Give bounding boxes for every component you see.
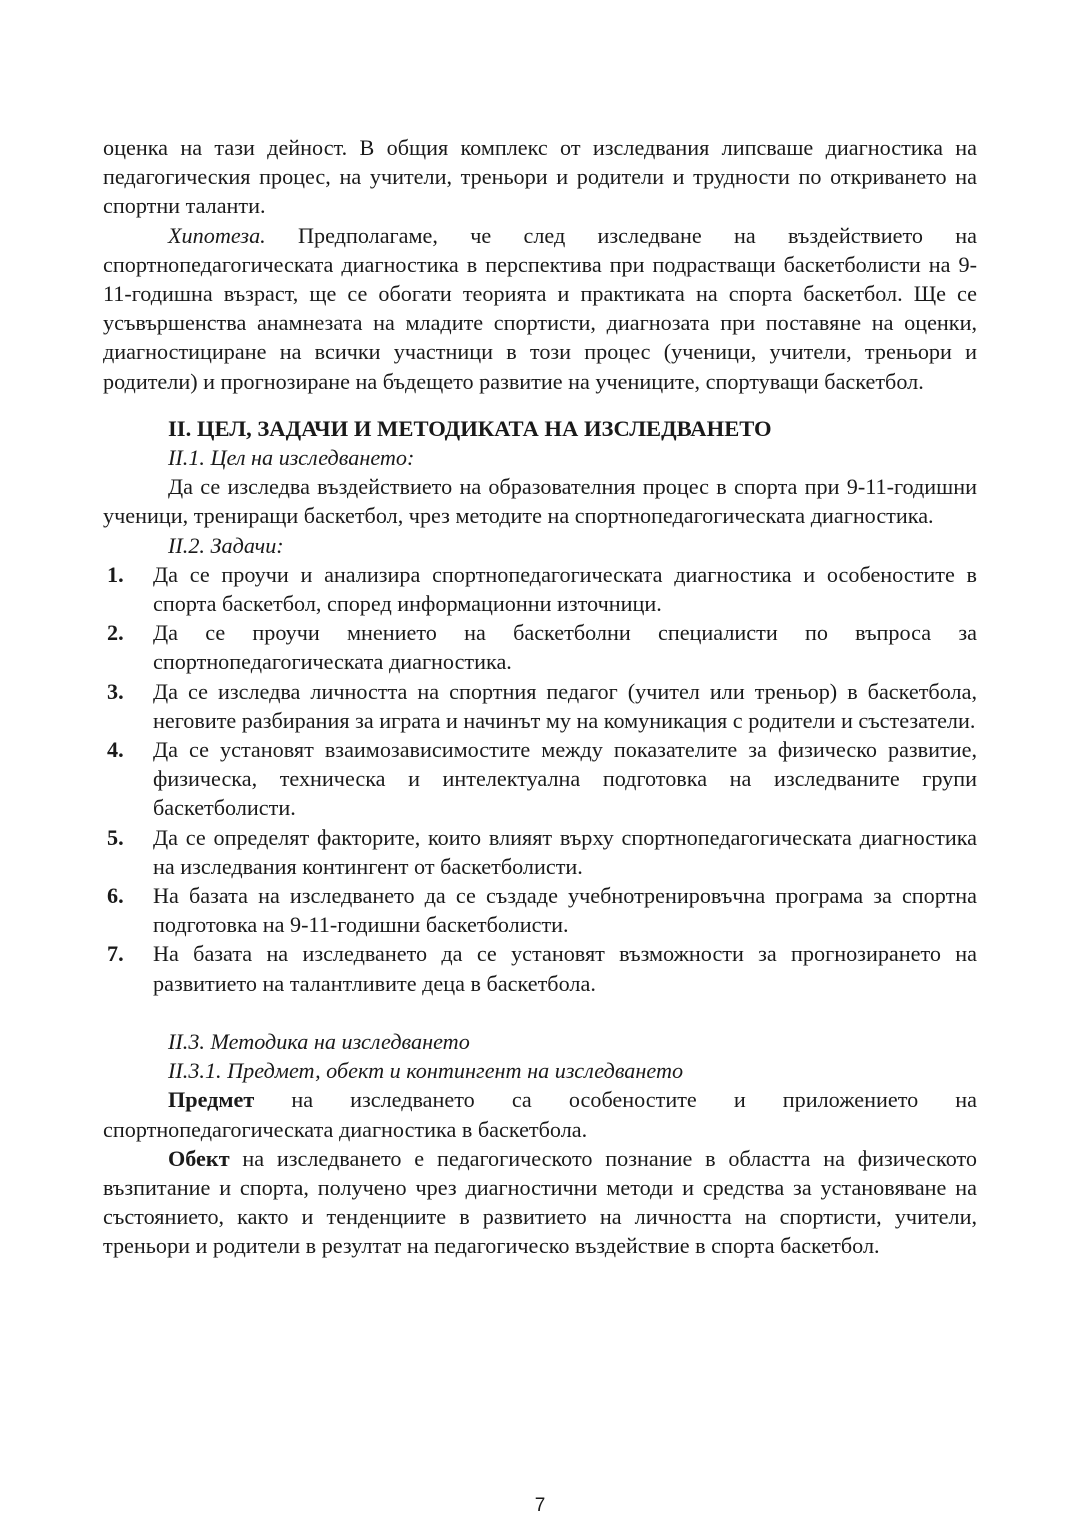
tasks-heading: II.2. Задачи: xyxy=(168,532,284,558)
object-paragraph xyxy=(103,1144,977,1261)
list-item-text: Да се изследва личността на спортния педагог (учител или треньор) в баскетбола, неговите разбирания за играта и начинът му на комуникация с родители и състезатели. xyxy=(153,678,977,733)
hypothesis-text: Предполагаме, че след изследване на въздействието на спортнопедагогическата диагностика в перспектива при подрастващи баскетболисти на 9-11-годишна възраст, ще се обогати теорията и практиката на спорта баскетбол. Ще се усъвършенства анамнезата на младите спортисти, диагнозата при поставяне на оценки, диагностициране на всички участници в този процес (ученици, учители, треньори и родители) и прогнозиране на бъдещето развитие на учениците, спортуващи баскетбол. xyxy=(103,222,977,394)
list-item-number: 2. xyxy=(107,620,124,646)
list-item-text: Да се проучи мнението на баскетболни специалисти по въпроса за спортнопедагогическата диагностика. xyxy=(153,620,977,675)
list-item-text: Да се проучи и анализира спортнопедагогическата диагностика и особеностите в спорта баскетбол, според информационни източници. xyxy=(153,561,977,617)
list-item-number: 6. xyxy=(107,883,124,909)
list-item-number: 4. xyxy=(107,737,124,763)
list-item xyxy=(103,677,977,735)
list-item-number: 3. xyxy=(107,678,124,704)
intro-paragraph: оценка на тази дейност. В общия комплекс от изследвания липсваше диагностика на педагогическия процес, на учители, треньори и родители и трудности по откриването на спортни таланти. xyxy=(103,135,977,219)
list-item xyxy=(103,823,977,881)
subject-text: на изследването са особеностите и приложението на спортнопедагогическата диагностика в баскетбола. xyxy=(103,1087,977,1142)
document-body xyxy=(103,133,977,1261)
page-number: 7 xyxy=(534,1495,546,1516)
list-item-number: 1. xyxy=(107,561,124,587)
object-label: Обект xyxy=(168,1145,230,1171)
hypothesis-label: Хипотеза. xyxy=(168,222,266,248)
method-heading: II.3. Методика на изследването xyxy=(168,1028,470,1054)
object-text: на изследването е педагогическото познание в областта на физическото възпитание и спорта, получено чрез диагностични методи и средства за установяване на състоянието, както и тенденциите в развитието на личността на спортисти, учители, треньори и родители в резултат на педагогическо въздействие в спорта баскетбол. xyxy=(103,1145,977,1259)
subject-object-heading: II.3.1. Предмет, обект и контингент на изследването xyxy=(168,1058,684,1084)
list-item-number: 7. xyxy=(107,941,124,967)
spacer xyxy=(103,998,977,1027)
list-item xyxy=(103,881,977,939)
subject-label: Предмет xyxy=(168,1087,255,1113)
tasks-list xyxy=(103,560,977,998)
list-item xyxy=(103,560,977,618)
subject-paragraph xyxy=(103,1085,977,1143)
hypothesis-paragraph xyxy=(103,221,977,396)
list-item-text: Да се установят взаимозависимостите между показателите за физическо развитие, физическа, техническа и интелектуална подготовка на изследваните групи баскетболисти. xyxy=(153,737,977,821)
goal-heading: II.1. Цел на изследването: xyxy=(168,445,415,471)
list-item xyxy=(103,735,977,823)
list-item-text: На базата на изследването да се създаде учебнотренировъчна програма за спортна подготовка на 9-11-годишни баскетболисти. xyxy=(153,883,977,938)
list-item-text: Да се определят факторите, които влияят върху спортнопедагогическата диагностика на изследвания контингент от баскетболисти. xyxy=(153,824,977,879)
goal-paragraph: Да се изследва въздействието на образователния процес в спорта при 9-11-годишни ученици, трениращи баскетбол, чрез методите на спортнопедагогическата диагностика. xyxy=(103,474,977,529)
list-item-text: На базата на изследването да се установят възможности за прогнозирането на развитието на талантливите деца в баскетбола. xyxy=(153,941,977,996)
list-item xyxy=(103,939,977,997)
list-item xyxy=(103,618,977,676)
list-item-number: 5. xyxy=(107,824,124,850)
section-title: II. ЦЕЛ, ЗАДАЧИ И МЕТОДИКАТА НА ИЗСЛЕДВАНЕТО xyxy=(168,415,772,441)
